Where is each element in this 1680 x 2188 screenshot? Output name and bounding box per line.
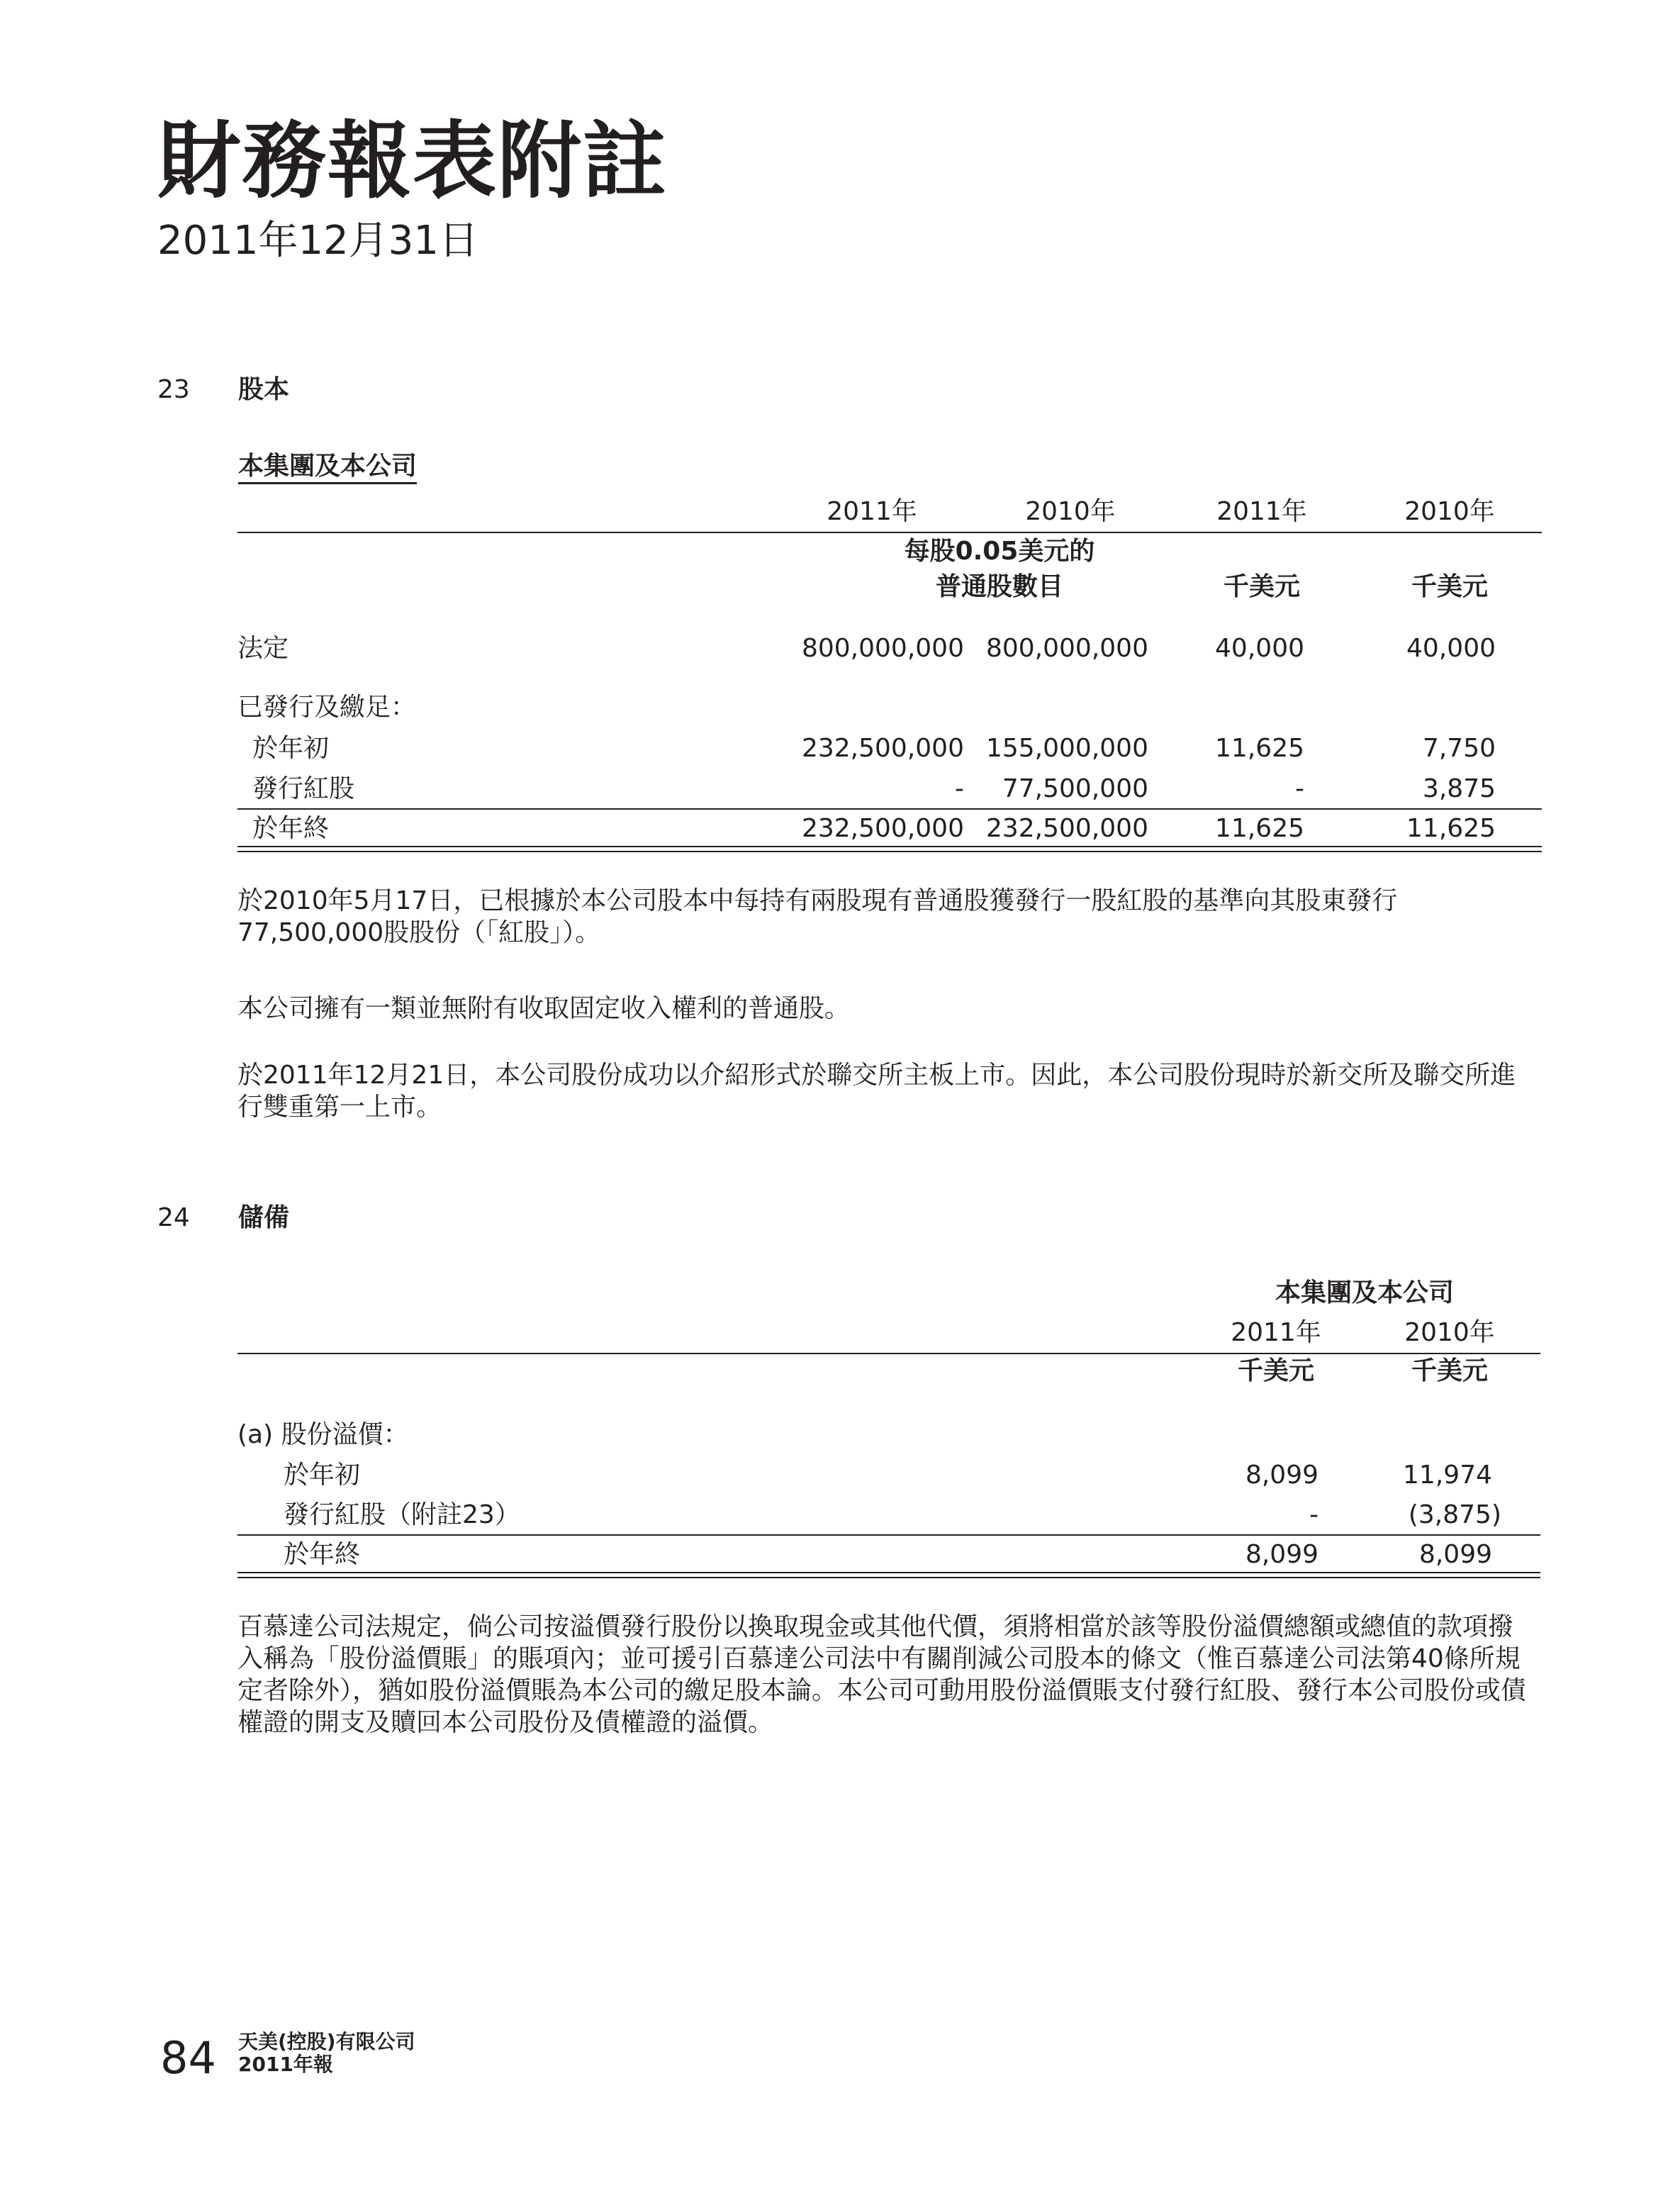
col-2010: 2010年	[1404, 1318, 1495, 1347]
note-paragraph: 本公司擁有一類並無附有收取固定收入權利的普通股。	[237, 994, 851, 1023]
note-paragraph: 於2011年12月21日，本公司股份成功以介紹形式於聯交所主板上市。因此，本公司股份現時於新交所及聯交所進行雙重第一上市。	[237, 1061, 1516, 1122]
row-issued-label: 已發行及繳足：	[237, 693, 417, 722]
note-paragraph: 於2010年5月17日，已根據於本公司股本中每持有兩股現有普通股獲發行一股紅股的基準向其股東發行77,500,000股股份（「紅股」）。	[237, 886, 1398, 947]
table-cell: 11,625	[1406, 814, 1496, 843]
table-cell: 800,000,000	[801, 634, 964, 663]
col-2011-usd: 2011年	[1216, 497, 1307, 526]
footer-report: 2011年報	[238, 2053, 333, 2076]
table-cell: 232,500,000	[985, 814, 1148, 843]
table-cell: -	[1295, 774, 1304, 803]
table-cell: 7,750	[1422, 734, 1496, 763]
section-24-group-heading: 本集團及本公司	[1275, 1278, 1454, 1307]
section-23-title: 股本	[238, 375, 290, 404]
row-beginning-label: 於年初	[252, 734, 330, 763]
row-bonus-label: 發行紅股	[252, 774, 355, 803]
unit-usd-2011: 千美元	[1223, 572, 1300, 601]
table-cell: (3,875)	[1408, 1500, 1501, 1529]
section-24-number: 24	[157, 1203, 190, 1232]
table-23-header-rule	[237, 532, 1542, 533]
table-23-subtotal-rule	[237, 808, 1542, 810]
table-cell: 232,500,000	[801, 814, 964, 843]
table-cell: 40,000	[1215, 634, 1304, 663]
unit-usd-2011: 千美元	[1237, 1356, 1314, 1385]
table-cell: 11,974	[1403, 1461, 1492, 1490]
table-cell: -	[955, 774, 964, 803]
row-bonus-label: 發行紅股（附註23）	[284, 1500, 520, 1529]
row-premium-label: (a) 股份溢價：	[237, 1420, 409, 1449]
table-cell: 8,099	[1245, 1461, 1318, 1490]
table-cell: 232,500,000	[801, 734, 964, 763]
col-2011: 2011年	[1231, 1318, 1321, 1347]
section-23-number: 23	[157, 375, 190, 404]
col-2010-shares: 2010年	[1025, 497, 1116, 526]
page-title: 財務報表附註	[157, 112, 668, 210]
table-cell: 8,099	[1245, 1540, 1318, 1569]
page-number: 84	[160, 2032, 216, 2084]
col-2010-usd: 2010年	[1404, 497, 1495, 526]
table-24-subtotal-rule	[237, 1534, 1540, 1536]
section-24-title: 儲備	[238, 1203, 290, 1232]
table-23-total-rule	[237, 846, 1542, 852]
table-cell: -	[1309, 1500, 1318, 1529]
table-cell: 11,625	[1215, 814, 1304, 843]
unit-shares-line1: 每股0.05美元的	[904, 537, 1095, 566]
unit-usd-2010: 千美元	[1411, 1356, 1488, 1385]
page-date: 2011年12月31日	[157, 218, 479, 264]
table-cell: 8,099	[1418, 1540, 1492, 1569]
unit-shares-line2: 普通股數目	[935, 572, 1063, 601]
footer-company: 天美(控股)有限公司	[238, 2030, 415, 2053]
row-end-label: 於年終	[284, 1540, 361, 1569]
col-2011-shares: 2011年	[827, 497, 917, 526]
table-24-header-rule	[237, 1353, 1540, 1354]
table-cell: 800,000,000	[985, 634, 1148, 663]
table-cell: 155,000,000	[985, 734, 1148, 763]
table-cell: 11,625	[1215, 734, 1304, 763]
row-end-label: 於年終	[252, 814, 330, 843]
unit-usd-2010: 千美元	[1411, 572, 1488, 601]
table-cell: 3,875	[1422, 774, 1496, 803]
section-23-subheading: 本集團及本公司	[238, 454, 417, 484]
row-beginning-label: 於年初	[284, 1461, 361, 1490]
note-paragraph: 百慕達公司法規定，倘公司按溢價發行股份以換取現金或其他代價，須將相當於該等股份溢價總額或總值的款項撥入稱為「股份溢價賬」的賬項內；並可援引百慕達公司法中有關削減公司股本的條文（惟百慕達公司法第40條所規定者除外），猶如股份溢價賬為本公司的繳足股本論。本公司可動用股份溢價賬支付發行紅股、發行本公司股份或債權證的開支及贖回本公司股份及債權證的溢價。	[237, 1612, 1527, 1737]
table-cell: 77,500,000	[1002, 774, 1148, 803]
table-cell: 40,000	[1406, 634, 1496, 663]
row-authorised-label: 法定	[237, 634, 289, 663]
table-24-total-rule	[237, 1572, 1540, 1578]
